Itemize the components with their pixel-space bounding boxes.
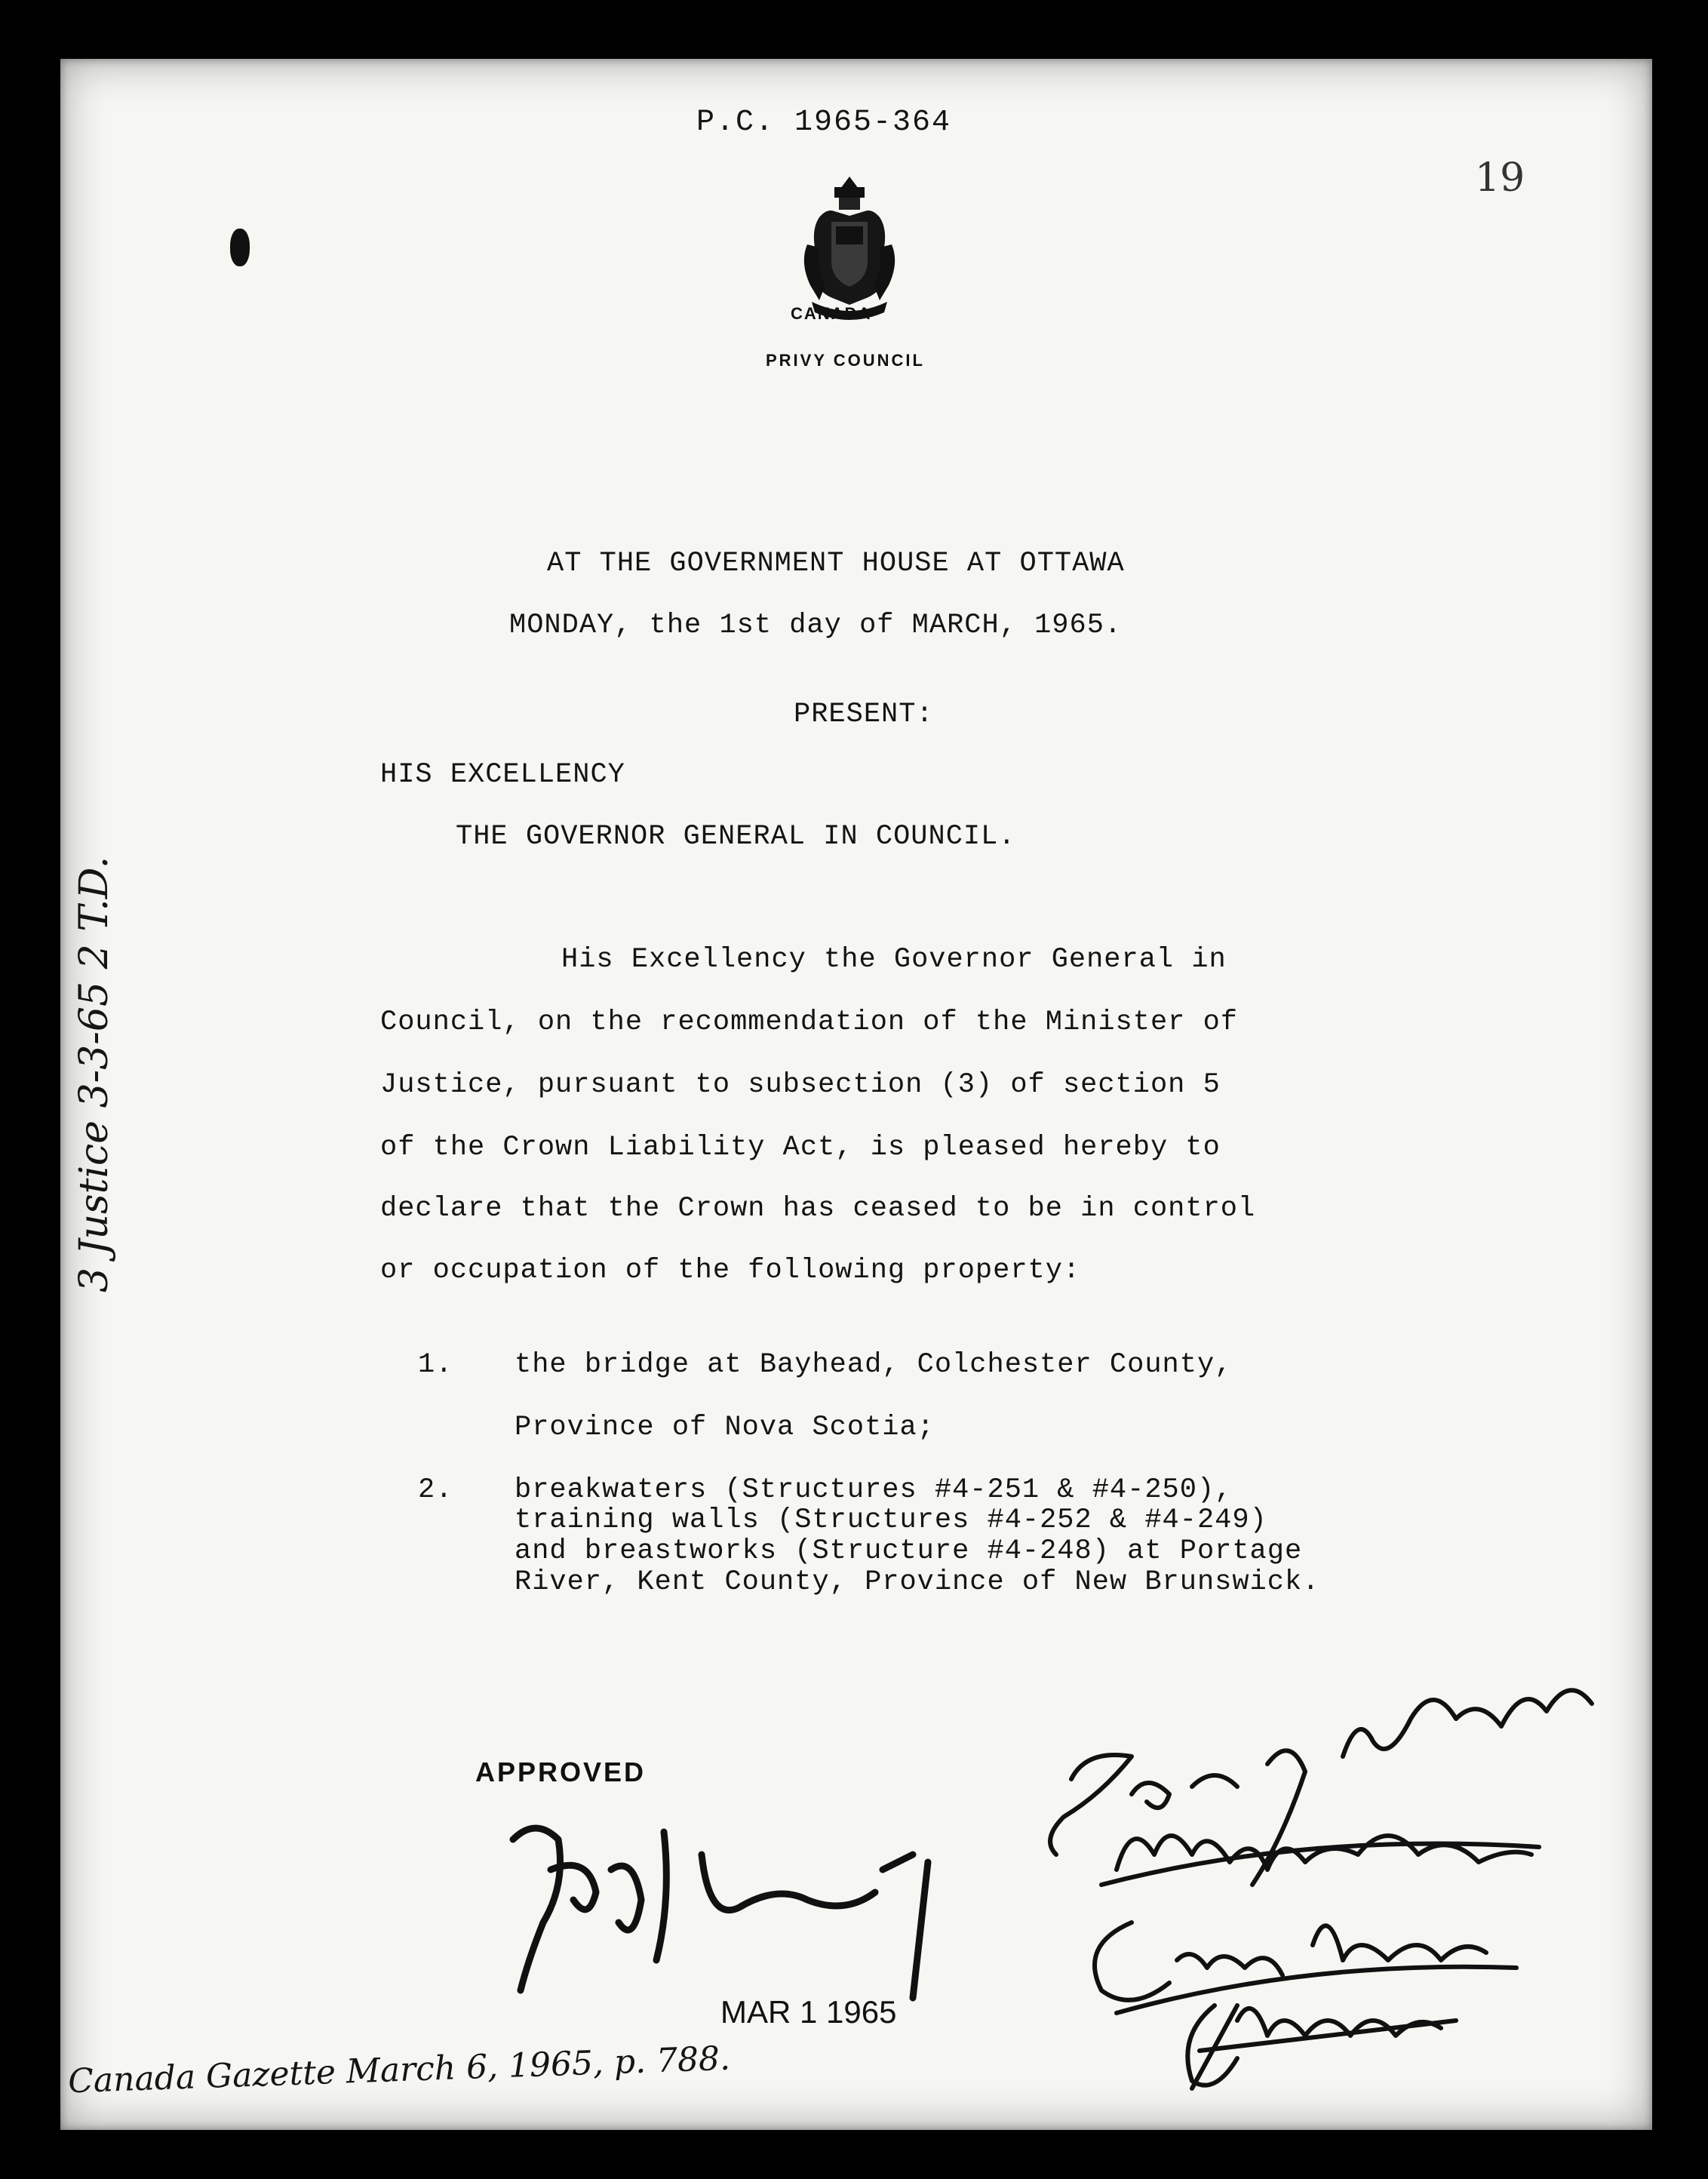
margin-note: 3 Justice 3-3-65 2 T.D.: [72, 856, 117, 1292]
approval-date-stamp: MAR 1 1965: [720, 1994, 897, 2030]
order-number: P.C. 1965-364: [696, 106, 952, 140]
office-name: PRIVY COUNCIL: [766, 351, 925, 370]
list-item-text: breakwaters (Structures #4-251 & #4-250),: [515, 1474, 1233, 1506]
governor-general-signature: [513, 1828, 928, 1998]
body-text-line: Justice, pursuant to subsection (3) of section 5: [380, 1069, 1221, 1101]
present-label: PRESENT:: [794, 699, 934, 730]
body-text-line: or occupation of the following property:: [380, 1255, 1081, 1286]
approved-label: APPROVED: [475, 1756, 647, 1787]
mcilraith-signature: [1050, 1690, 1592, 1885]
list-item-number: 2.: [418, 1474, 453, 1506]
body-text-line: of the Crown Liability Act, is pleased hereby to: [380, 1132, 1221, 1163]
list-item-number: 1.: [418, 1349, 453, 1381]
meeting-place: AT THE GOVERNMENT HOUSE AT OTTAWA: [547, 548, 1125, 579]
meeting-date: MONDAY, the 1st day of MARCH, 1965.: [509, 610, 1123, 641]
body-text-line: His Excellency the Governor General in: [561, 944, 1227, 976]
list-item-text: River, Kent County, Province of New Brunswick.: [515, 1566, 1320, 1598]
nicholson-signature: [1187, 2005, 1456, 2088]
list-item-text: and breastworks (Structure #4-248) at Portage: [515, 1535, 1303, 1567]
list-item-text: Province of Nova Scotia;: [515, 1412, 935, 1443]
gazette-reference-note: Canada Gazette March 6, 1965, p. 788.: [67, 2039, 731, 2101]
governor-general-line: THE GOVERNOR GENERAL IN COUNCIL.: [456, 821, 1016, 853]
list-item-text: the bridge at Bayhead, Colchester County,: [515, 1349, 1233, 1381]
list-item-text: training walls (Structures #4-252 & #4-249): [515, 1504, 1267, 1536]
document-page: [60, 59, 1652, 2130]
body-text-line: Council, on the recommendation of the Minister of: [380, 1007, 1238, 1038]
laing-signature: [1095, 1922, 1516, 2013]
signature-block: [60, 59, 1652, 2130]
page-number: 19: [1475, 155, 1525, 201]
excellency-line: HIS EXCELLENCY: [380, 759, 625, 791]
emblem-caption: CANADA: [791, 304, 872, 323]
sharp-signature: [1101, 1836, 1539, 1885]
body-text-line: declare that the Crown has ceased to be in control: [380, 1193, 1256, 1225]
